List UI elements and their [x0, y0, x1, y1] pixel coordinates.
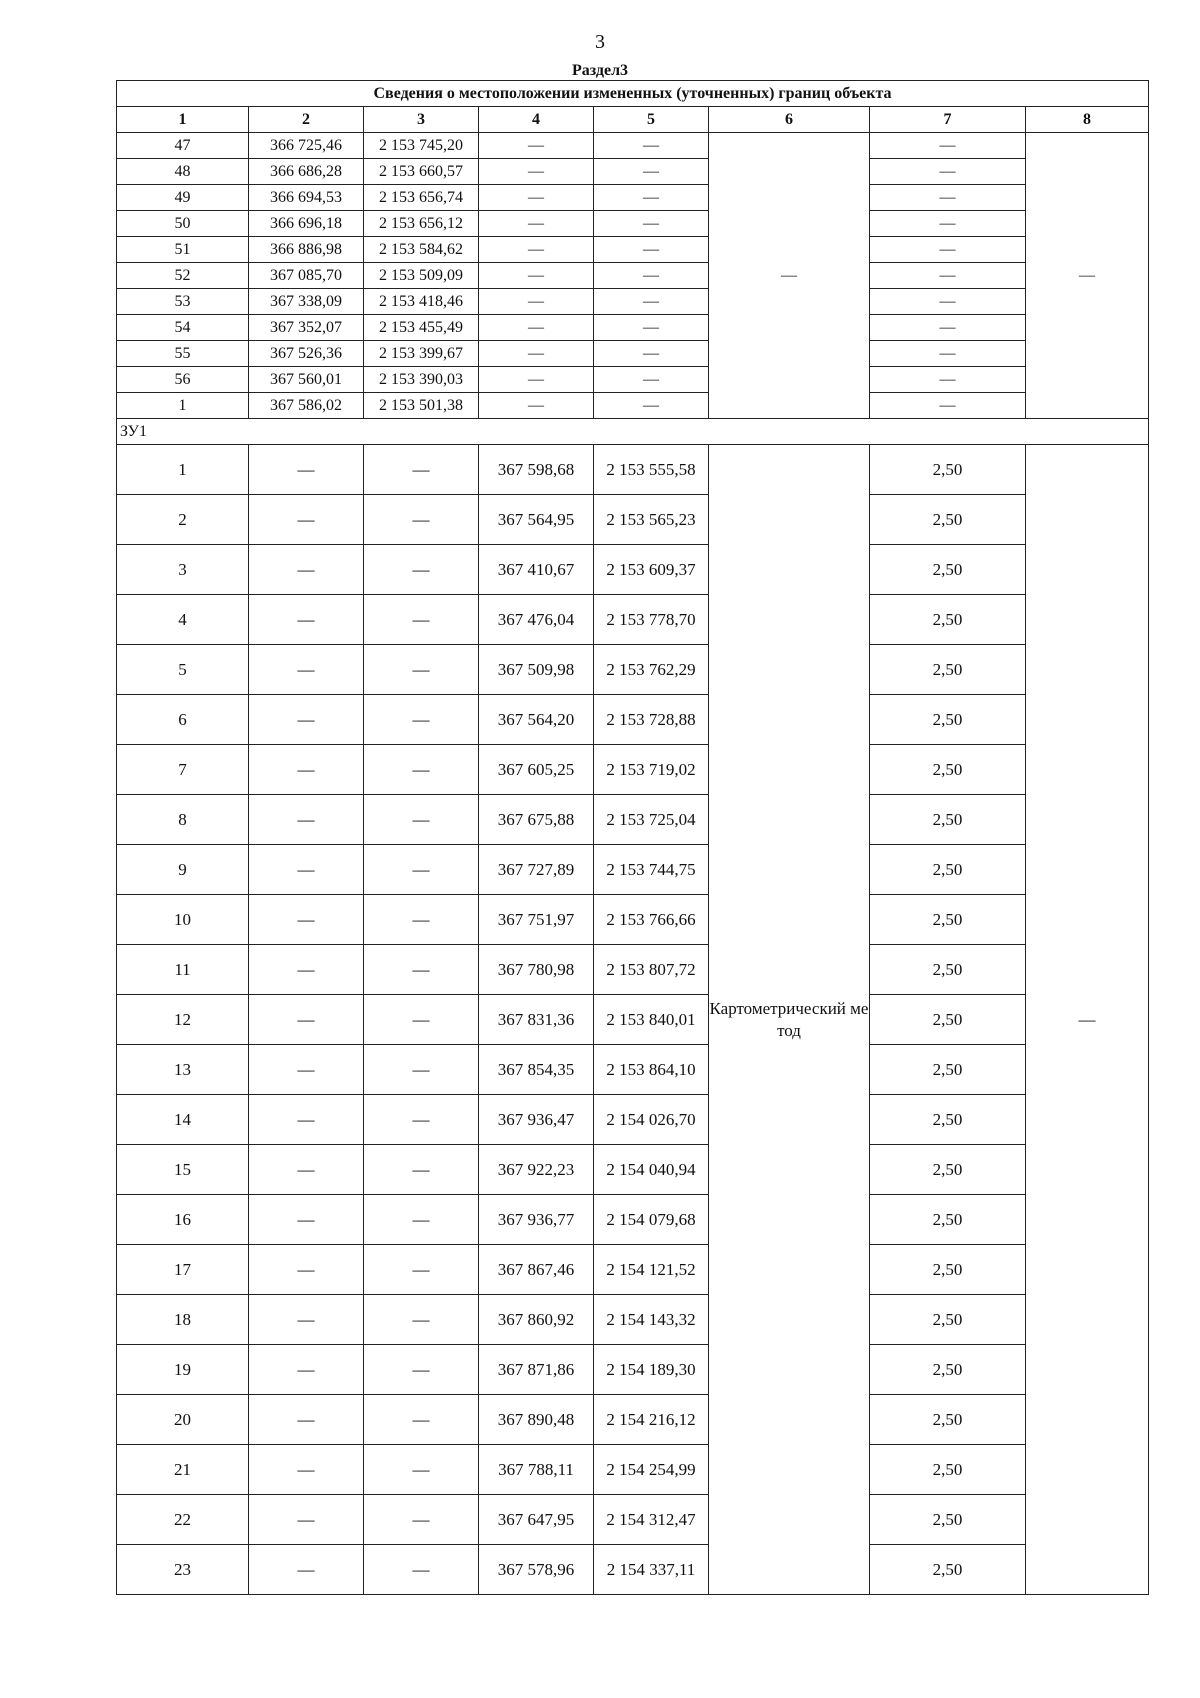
existing-x-cell: — — [249, 1245, 364, 1295]
accuracy-cell: — — [870, 185, 1026, 211]
existing-y-cell: — — [364, 1545, 479, 1595]
new-x-cell: — — [479, 185, 594, 211]
point-number-cell: 54 — [117, 315, 249, 341]
new-y-cell: 2 153 864,10 — [594, 1045, 709, 1095]
new-y-cell: 2 154 254,99 — [594, 1445, 709, 1495]
table-row — [117, 1195, 1149, 1245]
table-row — [117, 315, 1149, 341]
new-x-cell: 367 578,96 — [479, 1545, 594, 1595]
existing-y-cell: — — [364, 545, 479, 595]
table-row — [117, 945, 1149, 995]
existing-y-cell: — — [364, 995, 479, 1045]
new-x-cell: — — [479, 263, 594, 289]
point-number-cell: 1 — [117, 393, 249, 419]
column-header-6: 6 — [709, 107, 870, 133]
new-y-cell: — — [594, 133, 709, 159]
accuracy-cell: 2,50 — [870, 645, 1026, 695]
new-x-cell: 367 410,67 — [479, 545, 594, 595]
new-x-cell: 367 922,23 — [479, 1145, 594, 1195]
existing-x-cell: — — [249, 895, 364, 945]
existing-y-cell: 2 153 390,03 — [364, 367, 479, 393]
existing-x-cell: 367 526,36 — [249, 341, 364, 367]
accuracy-cell: 2,50 — [870, 1145, 1026, 1195]
table-row — [117, 1095, 1149, 1145]
new-x-cell: 367 871,86 — [479, 1345, 594, 1395]
accuracy-cell: — — [870, 237, 1026, 263]
existing-x-cell: — — [249, 845, 364, 895]
new-x-cell: 367 936,47 — [479, 1095, 594, 1145]
table-body — [117, 133, 1149, 1595]
new-y-cell: — — [594, 289, 709, 315]
new-x-cell: 367 564,20 — [479, 695, 594, 745]
new-y-cell: 2 153 807,72 — [594, 945, 709, 995]
new-y-cell: — — [594, 185, 709, 211]
table-row — [117, 367, 1149, 393]
table-row — [117, 995, 1149, 1045]
point-number-cell: 23 — [117, 1545, 249, 1595]
new-x-cell: 367 476,04 — [479, 595, 594, 645]
table-row — [117, 133, 1149, 159]
accuracy-cell: 2,50 — [870, 895, 1026, 945]
existing-x-cell: — — [249, 595, 364, 645]
point-number-cell: 53 — [117, 289, 249, 315]
point-number-cell: 18 — [117, 1295, 249, 1345]
existing-x-cell: — — [249, 1445, 364, 1495]
table-row — [117, 745, 1149, 795]
existing-x-cell: — — [249, 1495, 364, 1545]
existing-y-cell: — — [364, 695, 479, 745]
table-row — [117, 289, 1149, 315]
table-row — [117, 185, 1149, 211]
new-y-cell: 2 154 026,70 — [594, 1095, 709, 1145]
point-number-cell: 2 — [117, 495, 249, 545]
new-x-cell: — — [479, 133, 594, 159]
table-row — [117, 159, 1149, 185]
accuracy-cell: — — [870, 289, 1026, 315]
method-merged-cell: Картометрический метод — [709, 445, 870, 1595]
existing-x-cell: 367 560,01 — [249, 367, 364, 393]
new-x-cell: 367 867,46 — [479, 1245, 594, 1295]
point-number-cell: 1 — [117, 445, 249, 495]
new-x-cell: 367 890,48 — [479, 1395, 594, 1445]
new-x-cell: 367 780,98 — [479, 945, 594, 995]
new-x-cell: — — [479, 315, 594, 341]
point-number-cell: 9 — [117, 845, 249, 895]
column-header-3: 3 — [364, 107, 479, 133]
table-row — [117, 845, 1149, 895]
new-y-cell: 2 153 744,75 — [594, 845, 709, 895]
accuracy-cell: 2,50 — [870, 1295, 1026, 1345]
table-row — [117, 393, 1149, 419]
point-number-cell: 19 — [117, 1345, 249, 1395]
accuracy-cell: 2,50 — [870, 845, 1026, 895]
column-header-2: 2 — [249, 107, 364, 133]
existing-x-cell: — — [249, 945, 364, 995]
table-row — [117, 1445, 1149, 1495]
point-number-cell: 7 — [117, 745, 249, 795]
table-title-row — [117, 81, 1149, 107]
accuracy-cell: — — [870, 393, 1026, 419]
table-row — [117, 211, 1149, 237]
new-y-cell: 2 154 189,30 — [594, 1345, 709, 1395]
existing-x-cell: 366 696,18 — [249, 211, 364, 237]
existing-y-cell: — — [364, 1095, 479, 1145]
new-y-cell: 2 153 719,02 — [594, 745, 709, 795]
new-y-cell: 2 153 762,29 — [594, 645, 709, 695]
table-row — [117, 795, 1149, 845]
point-number-cell: 49 — [117, 185, 249, 211]
accuracy-cell: 2,50 — [870, 1245, 1026, 1295]
point-number-cell: 4 — [117, 595, 249, 645]
new-y-cell: — — [594, 159, 709, 185]
accuracy-cell: 2,50 — [870, 495, 1026, 545]
method-merged-cell: — — [709, 133, 870, 419]
existing-x-cell: 366 686,28 — [249, 159, 364, 185]
existing-y-cell: — — [364, 895, 479, 945]
group-label: ЗУ1 — [117, 419, 1149, 445]
column-header-8: 8 — [1026, 107, 1149, 133]
table-row — [117, 445, 1149, 495]
new-x-cell: 367 751,97 — [479, 895, 594, 945]
accuracy-cell: 2,50 — [870, 1345, 1026, 1395]
existing-y-cell: — — [364, 645, 479, 695]
accuracy-cell: 2,50 — [870, 1395, 1026, 1445]
point-number-cell: 15 — [117, 1145, 249, 1195]
point-number-cell: 12 — [117, 995, 249, 1045]
table-row — [117, 1395, 1149, 1445]
accuracy-cell: — — [870, 159, 1026, 185]
existing-x-cell: — — [249, 1195, 364, 1245]
accuracy-cell: 2,50 — [870, 945, 1026, 995]
column-header-row — [117, 107, 1149, 133]
table-row — [117, 695, 1149, 745]
accuracy-cell: 2,50 — [870, 995, 1026, 1045]
new-y-cell: 2 153 778,70 — [594, 595, 709, 645]
new-y-cell: 2 154 312,47 — [594, 1495, 709, 1545]
new-y-cell: — — [594, 341, 709, 367]
existing-y-cell: 2 153 418,46 — [364, 289, 479, 315]
existing-x-cell: — — [249, 495, 364, 545]
accuracy-cell: — — [870, 211, 1026, 237]
existing-y-cell: 2 153 455,49 — [364, 315, 479, 341]
accuracy-cell: 2,50 — [870, 1495, 1026, 1545]
existing-y-cell: — — [364, 1195, 479, 1245]
point-number-cell: 13 — [117, 1045, 249, 1095]
existing-x-cell: — — [249, 1045, 364, 1095]
accuracy-cell: 2,50 — [870, 745, 1026, 795]
new-y-cell: 2 153 609,37 — [594, 545, 709, 595]
page-number: 3 — [595, 31, 605, 53]
existing-x-cell: — — [249, 795, 364, 845]
existing-x-cell: 367 085,70 — [249, 263, 364, 289]
point-number-cell: 3 — [117, 545, 249, 595]
existing-x-cell: 367 338,09 — [249, 289, 364, 315]
table-row — [117, 237, 1149, 263]
existing-y-cell: — — [364, 1045, 479, 1095]
existing-y-cell: 2 153 656,74 — [364, 185, 479, 211]
new-y-cell: — — [594, 211, 709, 237]
new-x-cell: — — [479, 341, 594, 367]
accuracy-cell: — — [870, 263, 1026, 289]
new-x-cell: 367 509,98 — [479, 645, 594, 695]
existing-x-cell: — — [249, 1545, 364, 1595]
point-number-cell: 48 — [117, 159, 249, 185]
existing-x-cell: — — [249, 1345, 364, 1395]
existing-y-cell: 2 153 584,62 — [364, 237, 479, 263]
point-number-cell: 8 — [117, 795, 249, 845]
accuracy-cell: 2,50 — [870, 795, 1026, 845]
accuracy-cell: 2,50 — [870, 445, 1026, 495]
new-y-cell: 2 154 216,12 — [594, 1395, 709, 1445]
existing-y-cell: — — [364, 795, 479, 845]
accuracy-cell: 2,50 — [870, 545, 1026, 595]
existing-y-cell: — — [364, 1145, 479, 1195]
accuracy-cell: 2,50 — [870, 1545, 1026, 1595]
new-y-cell: 2 153 565,23 — [594, 495, 709, 545]
table-row — [117, 263, 1149, 289]
existing-y-cell: — — [364, 745, 479, 795]
accuracy-cell: — — [870, 341, 1026, 367]
point-number-cell: 10 — [117, 895, 249, 945]
existing-y-cell: — — [364, 595, 479, 645]
existing-x-cell: — — [249, 645, 364, 695]
description-merged-cell: — — [1026, 133, 1149, 419]
table-row — [117, 1545, 1149, 1595]
existing-x-cell: 367 586,02 — [249, 393, 364, 419]
new-y-cell: 2 154 143,32 — [594, 1295, 709, 1345]
accuracy-cell: — — [870, 315, 1026, 341]
new-y-cell: 2 153 728,88 — [594, 695, 709, 745]
group-label-row — [117, 419, 1149, 445]
new-x-cell: 367 605,25 — [479, 745, 594, 795]
existing-y-cell: — — [364, 1445, 479, 1495]
point-number-cell: 56 — [117, 367, 249, 393]
table-row — [117, 645, 1149, 695]
new-x-cell: 367 860,92 — [479, 1295, 594, 1345]
existing-y-cell: — — [364, 1245, 479, 1295]
accuracy-cell: — — [870, 133, 1026, 159]
existing-y-cell: — — [364, 445, 479, 495]
existing-y-cell: — — [364, 845, 479, 895]
table-row — [117, 1045, 1149, 1095]
existing-x-cell: — — [249, 695, 364, 745]
existing-y-cell: — — [364, 1395, 479, 1445]
column-header-7: 7 — [870, 107, 1026, 133]
existing-x-cell: 367 352,07 — [249, 315, 364, 341]
point-number-cell: 55 — [117, 341, 249, 367]
new-y-cell: 2 153 766,66 — [594, 895, 709, 945]
section-title: Раздел3 — [571, 62, 629, 79]
point-number-cell: 20 — [117, 1395, 249, 1445]
existing-x-cell: — — [249, 745, 364, 795]
existing-x-cell: — — [249, 1395, 364, 1445]
table-row — [117, 495, 1149, 545]
accuracy-cell: — — [870, 367, 1026, 393]
new-x-cell: 367 936,77 — [479, 1195, 594, 1245]
new-x-cell: 367 647,95 — [479, 1495, 594, 1545]
point-number-cell: 21 — [117, 1445, 249, 1495]
existing-y-cell: — — [364, 1295, 479, 1345]
new-y-cell: 2 154 121,52 — [594, 1245, 709, 1295]
new-x-cell: — — [479, 159, 594, 185]
point-number-cell: 50 — [117, 211, 249, 237]
existing-y-cell: — — [364, 1345, 479, 1395]
new-y-cell: — — [594, 393, 709, 419]
existing-x-cell: — — [249, 995, 364, 1045]
table-row — [117, 1295, 1149, 1345]
new-y-cell: 2 154 079,68 — [594, 1195, 709, 1245]
new-x-cell: 367 598,68 — [479, 445, 594, 495]
existing-x-cell: — — [249, 1295, 364, 1345]
existing-x-cell: — — [249, 545, 364, 595]
column-header-5: 5 — [594, 107, 709, 133]
new-x-cell: — — [479, 393, 594, 419]
column-header-4: 4 — [479, 107, 594, 133]
point-number-cell: 17 — [117, 1245, 249, 1295]
new-y-cell: — — [594, 315, 709, 341]
new-x-cell: — — [479, 237, 594, 263]
existing-y-cell: 2 153 399,67 — [364, 341, 479, 367]
existing-y-cell: 2 153 501,38 — [364, 393, 479, 419]
point-number-cell: 16 — [117, 1195, 249, 1245]
new-x-cell: — — [479, 367, 594, 393]
existing-y-cell: 2 153 509,09 — [364, 263, 479, 289]
accuracy-cell: 2,50 — [870, 1195, 1026, 1245]
new-x-cell: 367 831,36 — [479, 995, 594, 1045]
point-number-cell: 14 — [117, 1095, 249, 1145]
accuracy-cell: 2,50 — [870, 1095, 1026, 1145]
new-y-cell: 2 154 040,94 — [594, 1145, 709, 1195]
accuracy-cell: 2,50 — [870, 595, 1026, 645]
new-x-cell: — — [479, 211, 594, 237]
table-row — [117, 1245, 1149, 1295]
point-number-cell: 6 — [117, 695, 249, 745]
existing-x-cell: 366 886,98 — [249, 237, 364, 263]
description-merged-cell: — — [1026, 445, 1149, 1595]
new-y-cell: 2 153 555,58 — [594, 445, 709, 495]
existing-y-cell: — — [364, 495, 479, 545]
new-x-cell: 367 727,89 — [479, 845, 594, 895]
table-title: Сведения о местоположении измененных (уточненных) границ объекта — [117, 81, 1149, 107]
existing-x-cell: — — [249, 1095, 364, 1145]
existing-y-cell: 2 153 745,20 — [364, 133, 479, 159]
table-row — [117, 545, 1149, 595]
new-x-cell: — — [479, 289, 594, 315]
new-y-cell: 2 154 337,11 — [594, 1545, 709, 1595]
point-number-cell: 5 — [117, 645, 249, 695]
table-row — [117, 895, 1149, 945]
existing-x-cell: 366 694,53 — [249, 185, 364, 211]
existing-x-cell: 366 725,46 — [249, 133, 364, 159]
point-number-cell: 52 — [117, 263, 249, 289]
point-number-cell: 11 — [117, 945, 249, 995]
table-row — [117, 595, 1149, 645]
table-row — [117, 341, 1149, 367]
new-y-cell: — — [594, 237, 709, 263]
new-y-cell: — — [594, 263, 709, 289]
new-x-cell: 367 564,95 — [479, 495, 594, 545]
column-header-1: 1 — [117, 107, 249, 133]
existing-y-cell: — — [364, 945, 479, 995]
new-y-cell: 2 153 725,04 — [594, 795, 709, 845]
new-y-cell: — — [594, 367, 709, 393]
existing-y-cell: 2 153 660,57 — [364, 159, 479, 185]
existing-y-cell: — — [364, 1495, 479, 1545]
existing-x-cell: — — [249, 445, 364, 495]
existing-x-cell: — — [249, 1145, 364, 1195]
boundary-table — [116, 80, 1149, 1595]
new-x-cell: 367 675,88 — [479, 795, 594, 845]
point-number-cell: 51 — [117, 237, 249, 263]
new-y-cell: 2 153 840,01 — [594, 995, 709, 1045]
accuracy-cell: 2,50 — [870, 1445, 1026, 1495]
point-number-cell: 22 — [117, 1495, 249, 1545]
new-x-cell: 367 854,35 — [479, 1045, 594, 1095]
table-row — [117, 1495, 1149, 1545]
new-x-cell: 367 788,11 — [479, 1445, 594, 1495]
point-number-cell: 47 — [117, 133, 249, 159]
accuracy-cell: 2,50 — [870, 695, 1026, 745]
table-row — [117, 1145, 1149, 1195]
table-row — [117, 1345, 1149, 1395]
accuracy-cell: 2,50 — [870, 1045, 1026, 1095]
existing-y-cell: 2 153 656,12 — [364, 211, 479, 237]
